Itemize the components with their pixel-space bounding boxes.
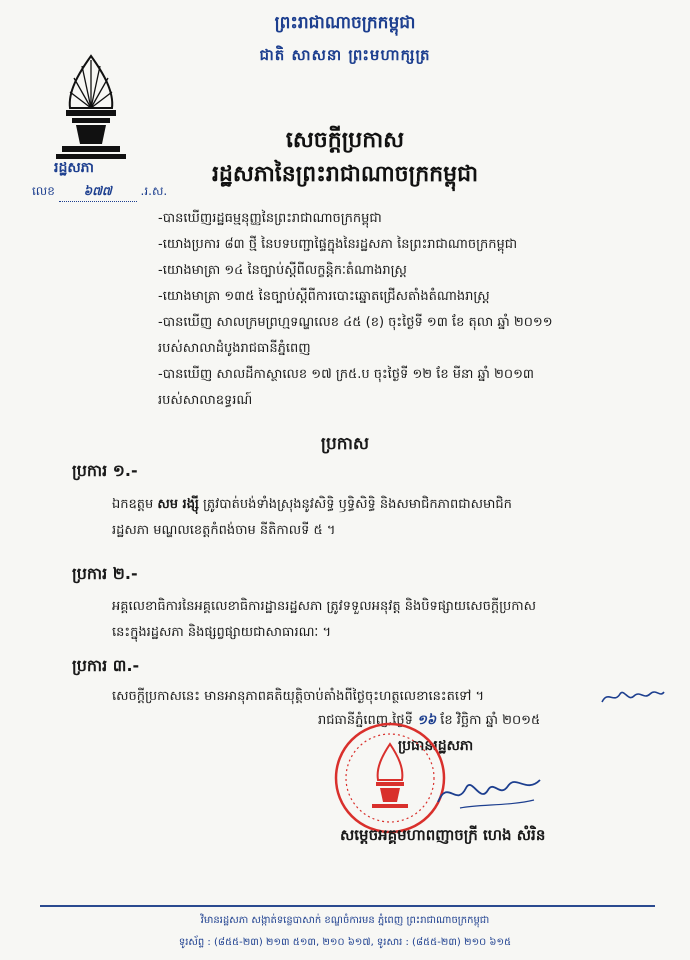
ministry-label: រដ្ឋសភា: [54, 160, 94, 176]
article-3-heading: ប្រការ ៣.-: [72, 656, 140, 675]
footer-contact: ទូរស័ព្ទ : (៨៥៥-២៣) ២១៣ ៥១៣, ២១០ ៦១៧, ទូរសារ : (៨៥៥-២៣) ២១០ ៦១៥: [178, 937, 512, 948]
article-1-text: ឯកឧត្តម: [112, 497, 158, 512]
article-3-line-1: សេចក្ដីប្រកាសនេះ មានអានុភាពគតិយុត្តិចាប់តាំងពីថ្ងៃចុះហត្ថលេខានេះតទៅ ។: [112, 689, 485, 704]
reference-number: ៦៧៧: [59, 183, 137, 202]
consideration-item: របស់សាលាដំបូងរាជធានីភ្នំពេញ: [158, 341, 311, 356]
document-subtitle: រដ្ឋសភានៃព្រះរាជាណាចក្រកម្ពុជា: [211, 162, 479, 187]
consideration-item: -បានឃើញ សាលក្រមព្រហ្មទណ្ឌលេខ ៤៥ (ខ) ចុះថ្ងៃទី ១៣ ខែ តុលា ឆ្នាំ ២០១១: [158, 315, 553, 330]
article-1-body: [112, 492, 642, 544]
date-place: រាជធានីភ្នំពេញ,ថ្ងៃទី: [318, 713, 413, 728]
article-1-heading: ប្រការ ១.-: [72, 461, 138, 480]
footer-divider: [40, 905, 655, 907]
article-1-line-1: [112, 492, 642, 518]
article-2-line-1: អគ្គលេខាធិការនៃអគ្គលេខាធិការដ្ឋានរដ្ឋសភា ត្រូវទទួលអនុវត្ត និងបិទផ្សាយសេចក្ដីប្រកាស: [112, 599, 537, 614]
consideration-item: -យោងប្រការ ៨៣ ថ្មី នៃបទបញ្ជាផ្ទៃក្នុងនៃរដ្ឋសភា នៃព្រះរាជាណាចក្រកម្ពុជា: [158, 237, 518, 252]
consideration-item: របស់សាលាឧទ្ធរណ៍: [158, 393, 253, 408]
article-2-body: [112, 594, 642, 646]
article-1-text-rest: ត្រូវបាត់បង់ទាំងស្រុងនូវសិទ្ធិ ឫទ្ធិសិទ្ធិ និងសមាជិកភាពជាសមាជិក: [198, 497, 512, 512]
article-2-heading: ប្រការ ២.-: [72, 564, 138, 583]
article-3-body: [112, 684, 642, 710]
date-month-year: ខែ វិច្ឆិកា ឆ្នាំ ២០១៥: [440, 713, 541, 728]
article-1-person-name: សម រង្ស៊ី: [157, 497, 199, 512]
handwritten-signature-icon: [430, 768, 550, 818]
article-2-line-2: នេះក្នុងរដ្ឋសភា និងផ្សព្វផ្សាយជាសាធារណៈ ។: [112, 625, 332, 640]
initials-mark-icon: [598, 686, 668, 708]
document-title: សេចក្ដីប្រកាស: [285, 128, 405, 153]
reference-prefix: លេខ: [32, 184, 55, 198]
national-motto: ជាតិ សាសនា ព្រះមហាក្សត្រ: [259, 46, 431, 64]
consideration-item: -យោងមាត្រា ១៤ នៃច្បាប់ស្ដីពីលក្ខន្តិកៈតំណាងរាស្ត្រ: [158, 263, 407, 278]
decree-heading: ប្រកាស: [320, 434, 370, 454]
article-1-line-2: រដ្ឋសភា មណ្ឌលខេត្តកំពង់ចាម នីតិកាលទី ៥ ។: [112, 523, 336, 538]
footer-address: វិមានរដ្ឋសភា សង្កាត់ទន្លេបាសាក់ ខណ្ឌចំការមន ភ្នំពេញ ព្រះរាជាណាចក្រកម្ពុជា: [200, 915, 490, 926]
signer-name: សម្ដេចអគ្គមហាពញាចក្រី ហេង សំរិន: [340, 826, 546, 844]
consideration-item: -បានឃើញ សាលដីកាស្ថាលេខ ១៧ ក្រ៥.ប ចុះថ្ងៃទី ១២ ខែ មីនា ឆ្នាំ ២០១៣: [158, 367, 535, 382]
reference-suffix: .រ.ស.: [140, 184, 168, 198]
consideration-item: -បានឃើញរដ្ឋធម្មនុញ្ញនៃព្រះរាជាណាចក្រកម្ពុជា: [158, 211, 382, 226]
considerations-list: [158, 206, 658, 414]
consideration-item: -យោងមាត្រា ១៣៥ នៃច្បាប់ស្ដីពីការបោះឆ្នោតជ្រើសតាំងតំណាងរាស្ត្រ: [158, 289, 490, 304]
date-day: ១៦: [417, 713, 437, 728]
signer-title: ប្រធានរដ្ឋសភា: [398, 738, 474, 754]
kingdom-heading: ព្រះរាជាណាចក្រកម្ពុជា: [274, 13, 416, 33]
